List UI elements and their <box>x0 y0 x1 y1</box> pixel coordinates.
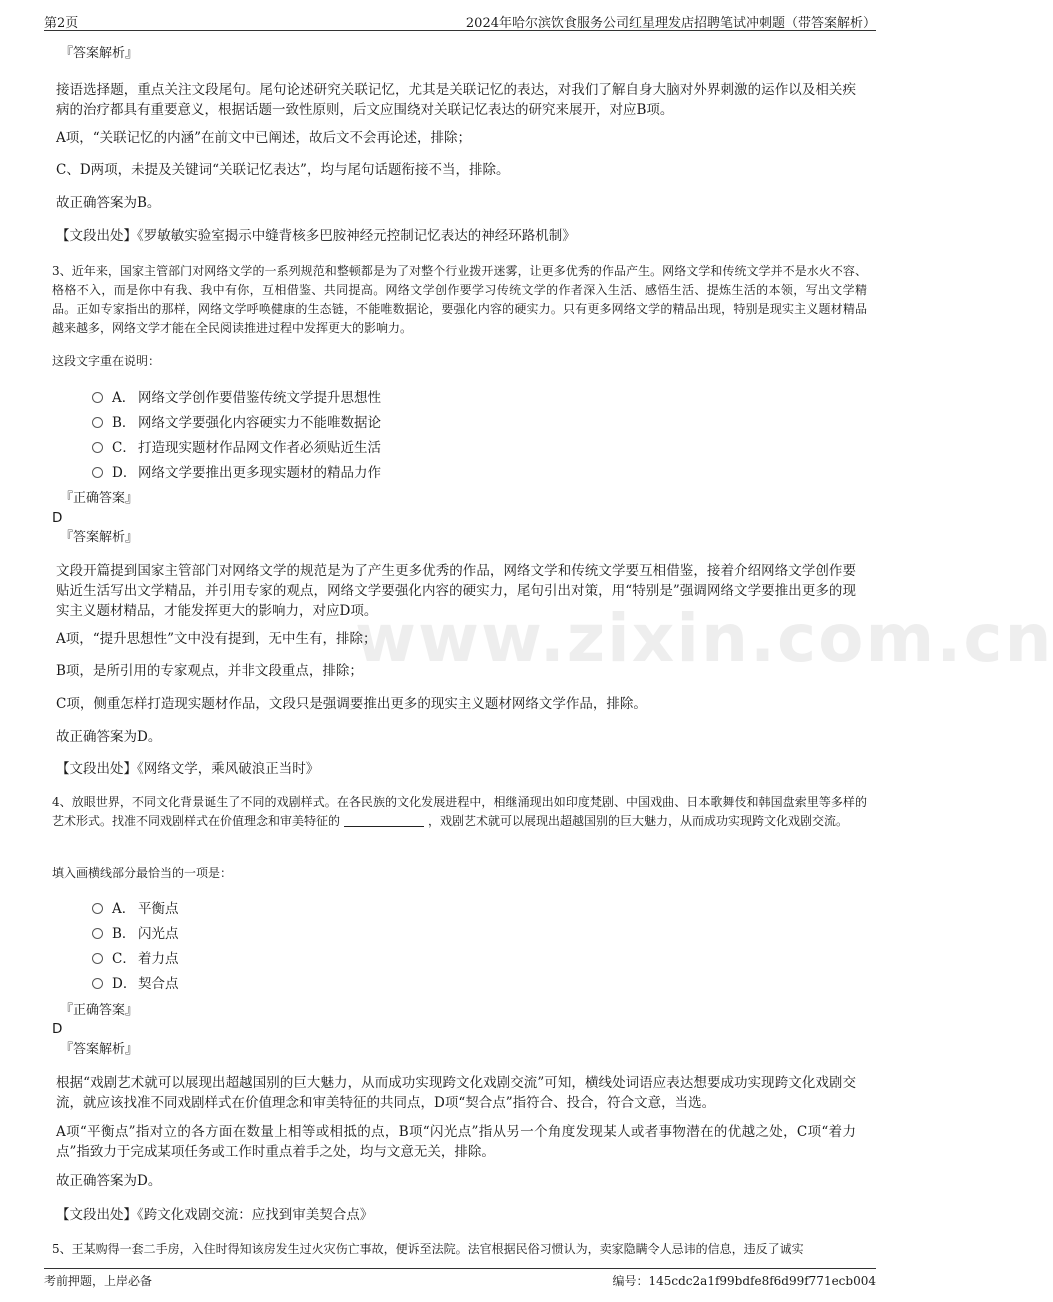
question-stem: 4、放眼世界，不同文化背景诞生了不同的戏剧样式。在各民族的文化发展进程中，相继涌现出如印度梵剧、中国戏曲、日本歌舞伎和韩国盘索里等多样的艺术形式。找准不同戏剧样式在价值理念和审美特征的 ，戏剧艺术就可以展现出超越国别的巨大魅力，从而成功实现跨文化戏剧交流。 <box>52 795 867 828</box>
page-header <box>44 10 876 31</box>
analysis-paragraph: 接语选择题，重点关注文段尾句。尾句论述研究关联记忆，尤其是关联记忆的表达，对我们了解自身大脑对外界刺激的运作以及相关疾病的治疗都具有重要意义，根据话题一致性原则，后文应围绕对关联记忆表达的研究来展开，对应B项。 <box>56 82 856 118</box>
option-b[interactable] <box>92 414 381 432</box>
option-key: C． <box>112 440 136 456</box>
correct-answer-label: 『正确答案』 <box>60 1003 139 1018</box>
question-stem: 3、近年来，国家主管部门对网络文学的一系列规范和整顿都是为了对整个行业拨开迷雾，让更多优秀的作品产生。网络文学和传统文学并不是水火不容、格格不入，而是你中有我、我中有你，互相借鉴、共同提高。网络文学创作要学习传统文学的作者深入生活、感悟生活、提炼生活的本领，写出文学精品。正如专家指出的那样，网络文学呼唤健康的生态链，不能唯数据论，要强化内容的硬实力。只有更多网络文学的精品出现，特别是现实主义题材精品越来越多，网络文学才能在全民阅读推进过程中发挥更大的影响力。 <box>52 264 867 335</box>
analysis-paragraph: 文段开篇提到国家主管部门对网络文学的规范是为了产生更多优秀的作品，网络文学和传统文学要互相借鉴，接着介绍网络文学创作要贴近生活写出文学精品，并引用专家的观点，网络文学要强化内容的硬实力，尾句引出对策，用“特别是”强调网络文学要推出更多的现实主义题材精品，才能发挥更大的影响力，对应D项。 <box>56 563 856 619</box>
option-text: 契合点 <box>138 976 179 992</box>
document-id: 编号：145cdc2a1f99bdfe8f6d99f771ecb004 <box>612 1274 876 1288</box>
footer-slogan: 考前押题，上岸必备 <box>44 1274 153 1288</box>
source-citation: 【文段出处】《网络文学，乘风破浪正当时》 <box>56 761 320 777</box>
question-prompt: 这段文字重在说明： <box>52 354 161 368</box>
analysis-paragraph: C项，侧重怎样打造现实题材作品，文段只是强调要推出更多的现实主义题材网络文学作品，排除。 <box>56 696 647 712</box>
question-stem: 5、王某购得一套二手房，入住时得知该房发生过火灾伤亡事故，便诉至法院。法官根据民俗习惯认为，卖家隐瞒令人忌讳的信息，违反了诚实 <box>52 1242 804 1256</box>
fill-blank <box>344 814 424 827</box>
page-number: 第2页 <box>44 16 79 31</box>
source-citation: 【文段出处】《跨文化戏剧交流：应找到审美契合点》 <box>56 1207 374 1223</box>
radio-icon[interactable] <box>92 903 103 914</box>
radio-icon[interactable] <box>92 978 103 989</box>
option-d[interactable] <box>92 975 179 993</box>
analysis-paragraph: A项，“提升思想性”文中没有提到，无中生有，排除； <box>56 631 377 647</box>
analysis-conclusion: 故正确答案为D。 <box>56 1173 162 1189</box>
option-text: 网络文学要强化内容硬实力不能唯数据论 <box>138 415 381 431</box>
source-citation: 【文段出处】《罗敏敏实验室揭示中缝背核多巴胺神经元控制记忆表达的神经环路机制》 <box>56 228 576 244</box>
analysis-paragraph: A项“平衡点”指对立的各方面在数量上相等或相抵的点，B项“闪光点”指从另一个角度发现某人或者事物潜在的优越之处，C项“着力点”指致力于完成某项任务或工作时重点着手之处，均与文意无关，排除。 <box>56 1124 856 1160</box>
analysis-label: 『答案解析』 <box>60 46 139 61</box>
analysis-label: 『答案解析』 <box>60 1042 139 1057</box>
option-a[interactable] <box>92 389 381 407</box>
option-b[interactable] <box>92 925 179 943</box>
option-text: 打造现实题材作品网文作者必须贴近生活 <box>138 440 381 456</box>
radio-icon[interactable] <box>92 442 103 453</box>
analysis-paragraph: A项，“关联记忆的内涵”在前文中已阐述，故后文不会再论述，排除； <box>56 130 472 146</box>
option-text: 闪光点 <box>138 926 179 942</box>
correct-answer: D <box>52 1021 63 1037</box>
analysis-conclusion: 故正确答案为B。 <box>56 195 161 211</box>
option-key: D． <box>112 465 137 481</box>
option-text: 网络文学创作要借鉴传统文学提升思想性 <box>138 390 381 406</box>
document-title: 2024年哈尔滨饮食服务公司红星理发店招聘笔试冲刺题（带答案解析） <box>465 16 876 31</box>
correct-answer: D <box>52 510 63 526</box>
option-d[interactable] <box>92 464 381 482</box>
option-key: A． <box>112 901 136 917</box>
question-prompt: 填入画横线部分最恰当的一项是： <box>52 866 233 880</box>
option-c[interactable] <box>92 950 179 968</box>
analysis-paragraph: 根据“戏剧艺术就可以展现出超越国别的巨大魅力，从而成功实现跨文化戏剧交流”可知，横线处词语应表达想要成功实现跨文化戏剧交流，就应该找准不同戏剧样式在价值理念和审美特征的共同点，D项“契合点”指符合、投合，符合文意，当选。 <box>56 1075 856 1111</box>
option-key: C． <box>112 951 136 967</box>
radio-icon[interactable] <box>92 392 103 403</box>
option-key: B． <box>112 415 136 431</box>
option-key: B． <box>112 926 136 942</box>
option-text: 着力点 <box>138 951 179 967</box>
radio-icon[interactable] <box>92 928 103 939</box>
correct-answer-label: 『正确答案』 <box>60 491 139 506</box>
option-key: D． <box>112 976 137 992</box>
analysis-paragraph: B项，是所引用的专家观点，并非文段重点，排除； <box>56 663 363 679</box>
page-footer <box>44 1268 876 1289</box>
analysis-conclusion: 故正确答案为D。 <box>56 729 162 745</box>
option-key: A． <box>112 390 136 406</box>
radio-icon[interactable] <box>92 953 103 964</box>
analysis-paragraph: C、D两项，未提及关键词“关联记忆表达”，均与尾句话题衔接不当，排除。 <box>56 162 510 178</box>
option-c[interactable] <box>92 439 381 457</box>
radio-icon[interactable] <box>92 417 103 428</box>
option-text: 网络文学要推出更多现实题材的精品力作 <box>138 465 381 481</box>
option-text: 平衡点 <box>138 901 179 917</box>
radio-icon[interactable] <box>92 467 103 478</box>
option-a[interactable] <box>92 900 179 918</box>
analysis-label: 『答案解析』 <box>60 530 139 545</box>
watermark: www.zixin.com.cn <box>355 600 1053 677</box>
